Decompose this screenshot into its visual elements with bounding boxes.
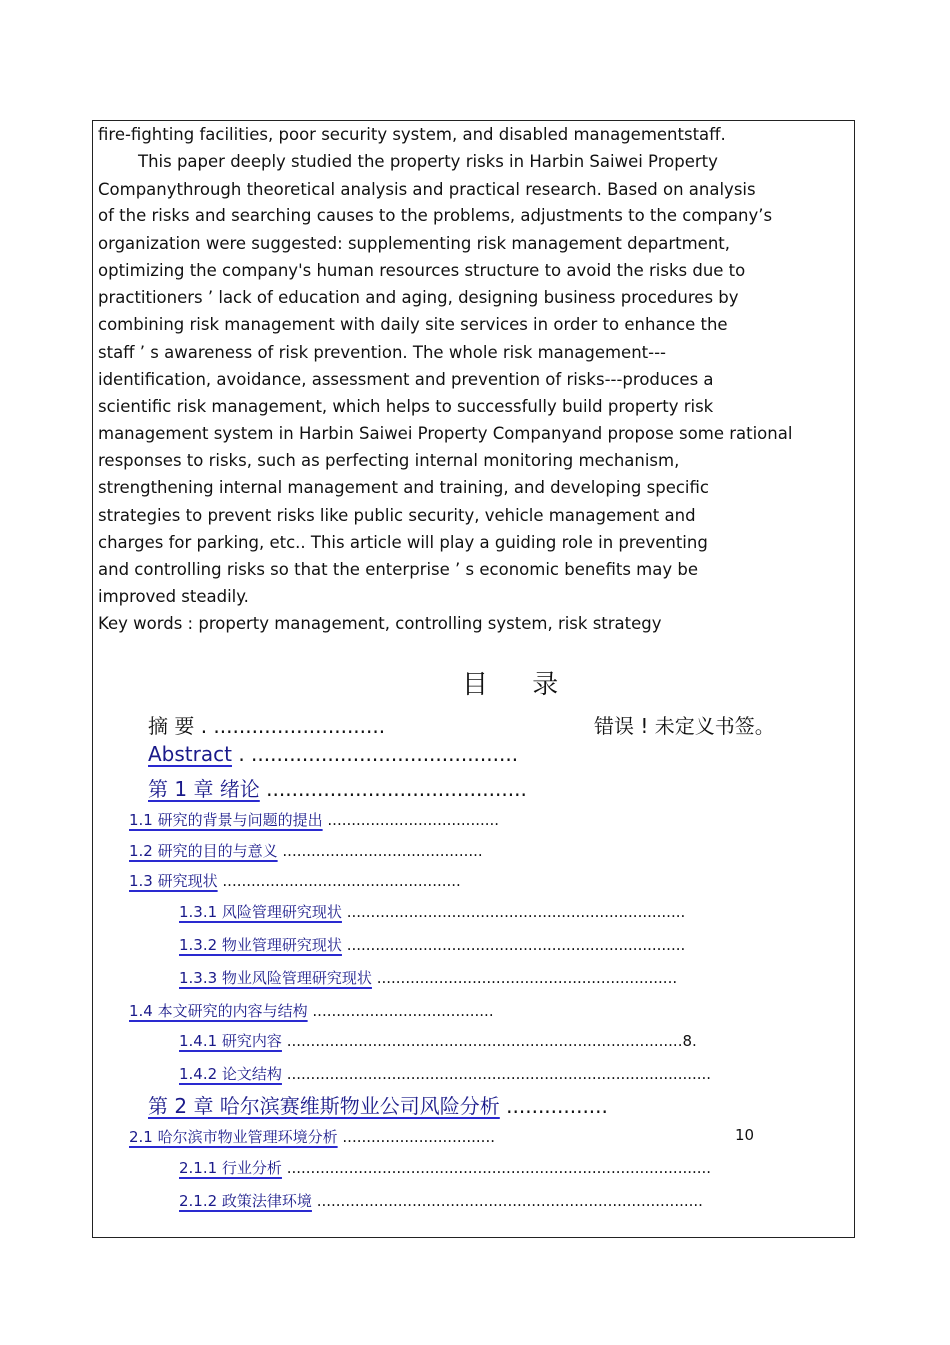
- toc-entry-label[interactable]: 2.1.1 行业分析: [179, 1159, 282, 1177]
- keywords-line: Key words : property management, controlling system, risk strategy: [98, 614, 662, 633]
- toc-entry[interactable]: [129, 1000, 494, 1021]
- toc-entry-label[interactable]: Abstract: [148, 742, 232, 766]
- abstract-line: optimizing the company's human resources structure to avoid the risks due to: [98, 261, 746, 280]
- toc-entry-dots: . ...........................: [200, 714, 386, 738]
- toc-entry-label[interactable]: 摘 要: [148, 714, 195, 738]
- toc-entry-label[interactable]: 2.1 哈尔滨市物业管理环境分析: [129, 1128, 338, 1146]
- abstract-line: improved steadily.: [98, 587, 249, 606]
- toc-entry-label[interactable]: 1.3.2 物业管理研究现状: [179, 936, 342, 954]
- toc-entry-dots: ......................................: [312, 1002, 494, 1020]
- toc-entry[interactable]: [129, 840, 483, 861]
- abstract-line: of the risks and searching causes to the problems, adjustments to the company’s: [98, 206, 773, 225]
- toc-entry-label[interactable]: 1.4 本文研究的内容与结构: [129, 1002, 308, 1020]
- toc-entry-page: 8.: [682, 1032, 697, 1050]
- toc-entry-label[interactable]: 2.1.2 政策法律环境: [179, 1192, 312, 1210]
- toc-entry-dots: ................: [506, 1094, 608, 1118]
- toc-entry[interactable]: [129, 1126, 495, 1147]
- abstract-line: fire-fighting facilities, poor security system, and disabled managementstaff.: [98, 125, 726, 144]
- toc-entry[interactable]: [179, 1190, 703, 1211]
- toc-entry-label[interactable]: 1.2 研究的目的与意义: [129, 842, 278, 860]
- toc-title: 目 录: [462, 670, 577, 700]
- toc-entry-dots: .........................................................................................: [286, 1065, 712, 1083]
- toc-entry[interactable]: [148, 773, 527, 802]
- toc-entry-dots: .........................................: [266, 777, 527, 801]
- abstract-line: practitioners ’ lack of education and aging, designing business procedures by: [98, 288, 739, 307]
- toc-entry[interactable]: [129, 870, 461, 891]
- abstract-line: Companythrough theoretical analysis and practical research. Based on analysis: [98, 180, 756, 199]
- toc-entry[interactable]: [179, 1157, 711, 1178]
- toc-entry-dots: .................................................................................: [316, 1192, 703, 1210]
- toc-entry[interactable]: [179, 1063, 711, 1084]
- toc-entry-page: 10: [735, 1126, 755, 1144]
- toc-entry-dots: ..........................................: [282, 842, 483, 860]
- toc-entry-dots: ..................................................: [222, 872, 461, 890]
- toc-entry-dots: ................................: [342, 1128, 495, 1146]
- toc-entry-page: 错误 ! 未定义书签。: [594, 714, 775, 738]
- toc-entry-label[interactable]: 第 2 章 哈尔滨赛维斯物业公司风险分析: [148, 1094, 500, 1118]
- toc-entry-dots: .........................................................................................: [286, 1159, 712, 1177]
- toc-entry[interactable]: [179, 934, 685, 955]
- abstract-line: strategies to prevent risks like public security, vehicle management and: [98, 506, 696, 525]
- abstract-line: strengthening internal management and training, and developing specific: [98, 478, 709, 497]
- toc-entry-label[interactable]: 1.4.2 论文结构: [179, 1065, 282, 1083]
- abstract-line: staff ’ s awareness of risk prevention. The whole risk management---: [98, 343, 667, 362]
- abstract-line: charges for parking, etc.. This article will play a guiding role in preventing: [98, 533, 708, 552]
- abstract-line: scientific risk management, which helps to successfully build property risk: [98, 397, 714, 416]
- toc-entry-dots: .......................................................................: [346, 936, 686, 954]
- toc-entry-label[interactable]: 1.1 研究的背景与问题的提出: [129, 811, 323, 829]
- toc-entry[interactable]: [179, 967, 677, 988]
- toc-entry[interactable]: [179, 901, 685, 922]
- toc-entry[interactable]: [148, 710, 385, 739]
- toc-entry[interactable]: [148, 742, 518, 766]
- abstract-line: management system in Harbin Saiwei Property Companyand propose some rational: [98, 424, 793, 443]
- toc-entry-dots: ...................................................................................: [286, 1032, 683, 1050]
- toc-entry-dots: . ..........................................: [238, 742, 519, 766]
- abstract-line: This paper deeply studied the property risks in Harbin Saiwei Property: [138, 152, 718, 171]
- abstract-line: identification, avoidance, assessment and prevention of risks---produces a: [98, 370, 714, 389]
- toc-entry-label[interactable]: 1.3 研究现状: [129, 872, 218, 890]
- toc-entry[interactable]: [148, 1090, 608, 1119]
- abstract-line: responses to risks, such as perfecting internal monitoring mechanism,: [98, 451, 680, 470]
- toc-entry-label[interactable]: 1.3.3 物业风险管理研究现状: [179, 969, 372, 987]
- abstract-line: combining risk management with daily site services in order to enhance the: [98, 315, 728, 334]
- toc-entry-label[interactable]: 第 1 章 绪论: [148, 777, 260, 801]
- toc-entry-label[interactable]: 1.3.1 风险管理研究现状: [179, 903, 342, 921]
- toc-entry[interactable]: [129, 809, 499, 830]
- toc-entry-dots: ...............................................................: [376, 969, 678, 987]
- abstract-line: and controlling risks so that the enterprise ’ s economic benefits may be: [98, 560, 698, 579]
- toc-entry-label[interactable]: 1.4.1 研究内容: [179, 1032, 282, 1050]
- abstract-line: organization were suggested: supplementing risk management department,: [98, 234, 730, 253]
- toc-entry-dots: .......................................................................: [346, 903, 686, 921]
- toc-entry[interactable]: [179, 1030, 697, 1051]
- toc-entry-dots: ....................................: [327, 811, 500, 829]
